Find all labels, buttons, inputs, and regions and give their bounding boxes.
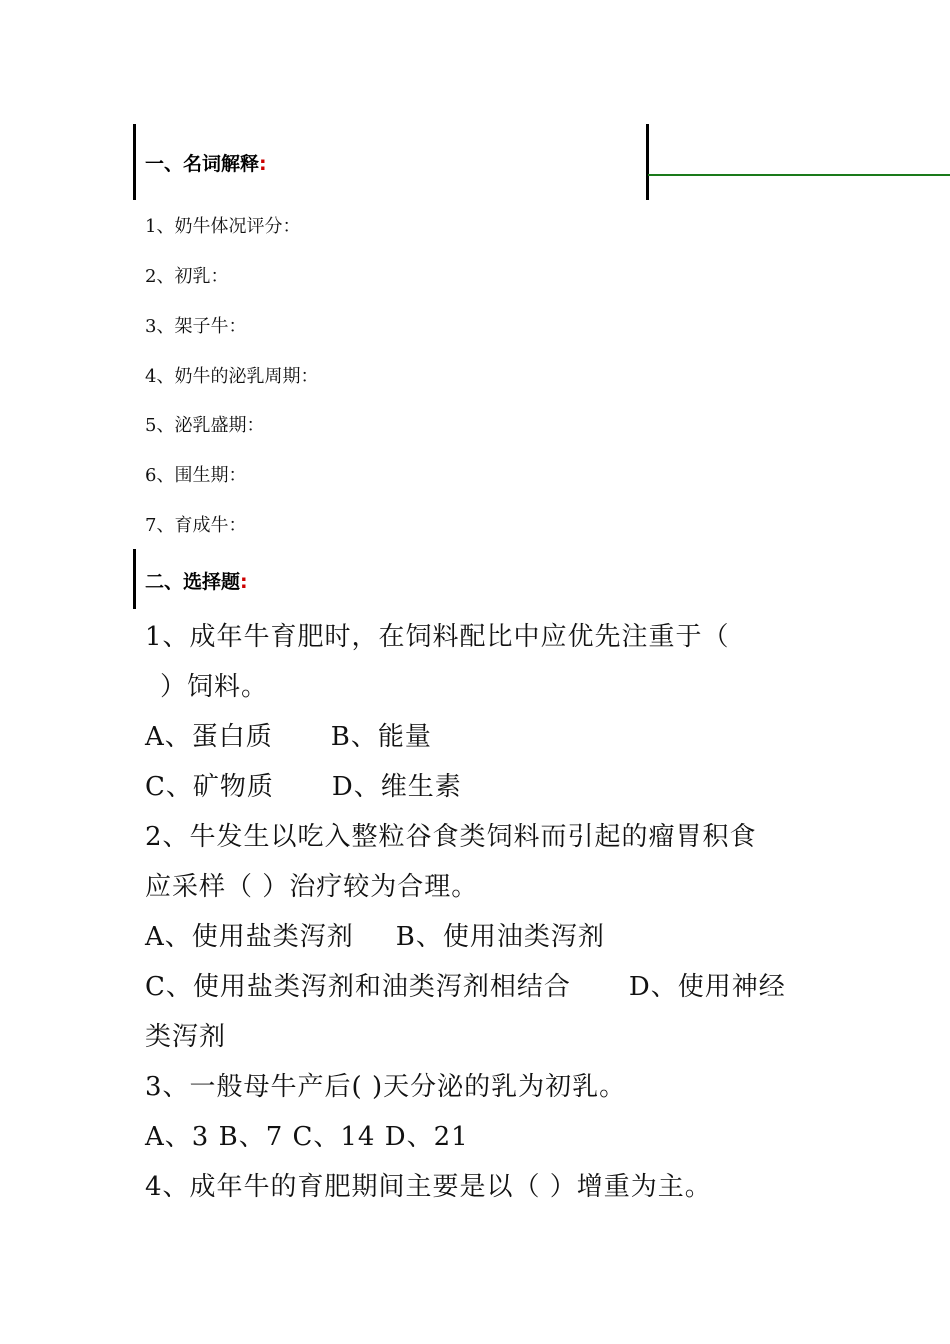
left-margin-bar-top <box>133 124 136 200</box>
q2-option-d-continued: 类泻剂 <box>145 1022 227 1052</box>
term-item-5: 5、泌乳盛期： <box>145 415 265 436</box>
term-item-2: 2、初乳： <box>145 266 229 287</box>
q1-options-ab <box>145 720 432 754</box>
q4-line1: 4、成年牛的育肥期间主要是以（ ）增重为主。 <box>145 1172 712 1202</box>
q2-line2: 应采样（ ）治疗较为合理。 <box>145 872 479 902</box>
q2-options-cd <box>145 970 786 1004</box>
q2-line1: 2、牛发生以吃入整粒谷食类饲料而引起的瘤胃积食 <box>145 822 757 852</box>
term-item-3: 3、架子牛： <box>145 316 247 337</box>
section1-title: 一、名词解释 <box>145 153 260 175</box>
term-item-1: 1、奶牛体况评分： <box>145 216 301 237</box>
left-margin-bar-section2 <box>133 549 136 609</box>
q3-line1: 3、一般母牛产后( )天分泌的乳为初乳。 <box>145 1072 627 1102</box>
q1-line1: 1、成年牛育肥时，在饲料配比中应优先注重于（ <box>145 622 730 652</box>
q3-options: A、3 B、7 C、14 D、21 <box>145 1122 469 1152</box>
q2-option-c: C、使用盐类泻剂和油类泻剂相结合 <box>145 972 571 1002</box>
q1-option-a: A、蛋白质 <box>145 722 273 752</box>
term-item-7: 7、育成牛： <box>145 515 247 536</box>
q1-option-d: D、维生素 <box>331 772 462 802</box>
q1-options-cd <box>145 770 462 804</box>
q2-options-ab <box>145 920 605 954</box>
q1-line2: ）饲料。 <box>160 672 269 702</box>
section2-colon: : <box>240 571 248 593</box>
q2-option-d: D、使用神经 <box>628 972 786 1002</box>
q1-option-b: B、能量 <box>330 722 432 752</box>
green-rule <box>648 174 950 176</box>
q2-option-b: B、使用油类泻剂 <box>395 922 605 952</box>
term-item-6: 6、围生期： <box>145 465 247 486</box>
term-item-4: 4、奶牛的泌乳周期： <box>145 366 319 387</box>
q1-option-c: C、矿物质 <box>145 772 274 802</box>
right-margin-bar-top <box>646 124 649 200</box>
section1-colon: : <box>259 153 267 175</box>
q2-option-a: A、使用盐类泻剂 <box>145 922 354 952</box>
section2-heading <box>145 570 248 594</box>
section2-title: 二、选择题 <box>145 571 241 593</box>
section1-heading <box>145 152 267 176</box>
